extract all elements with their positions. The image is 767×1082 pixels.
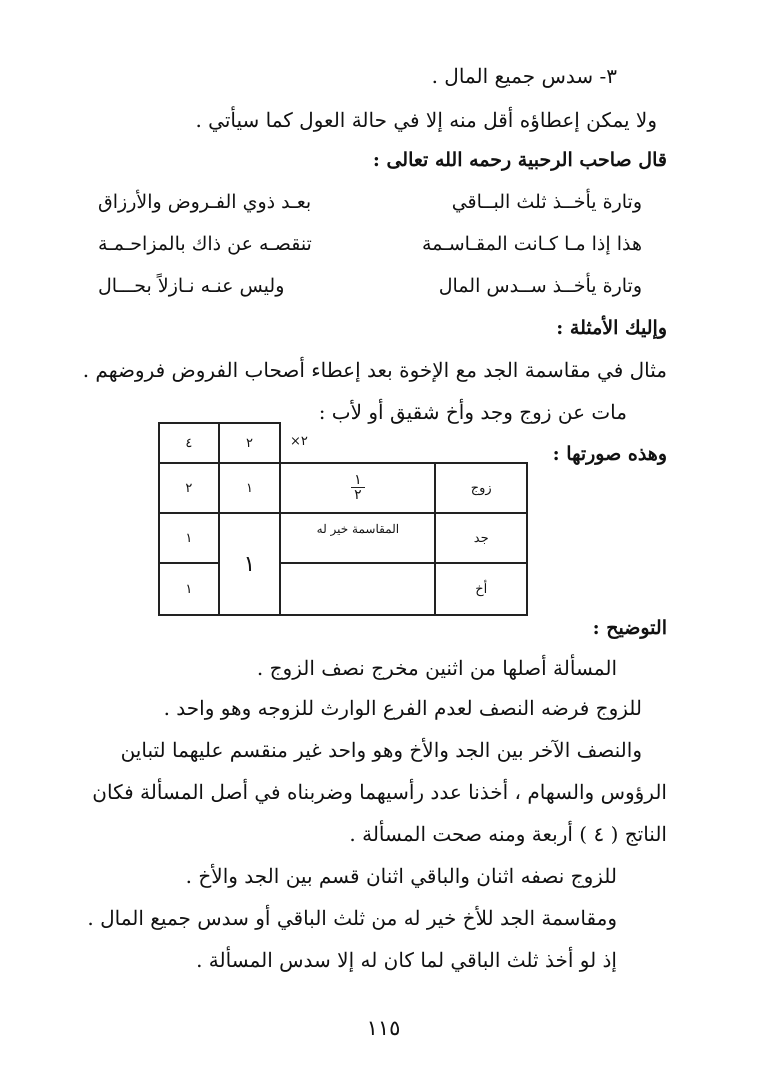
fraction-numerator: ١: [351, 473, 365, 488]
poem-verse-right: هذا إذا مـا كـانت المقـاسـمة: [421, 233, 642, 255]
poem-verse-right: وتارة يأخــذ ســدس المال: [438, 275, 642, 297]
text-line: للزوج فرضه النصف لعدم الفرع الوارث للزوجه وهو واحد .: [163, 696, 642, 720]
text-line: للزوج نصفه اثنان والباقي اثنان قسم بين الجد والأخ .: [185, 864, 617, 888]
section-heading: قال صاحب الرحبية رحمه الله تعالى :: [372, 149, 667, 171]
text-line: ومقاسمة الجد للأخ خير له من ثلث الباقي أو سدس جميع المال .: [87, 906, 617, 930]
note-cell: المقاسمة خير له: [280, 513, 435, 563]
corrected-base-cell: ٤: [159, 423, 219, 463]
text-line: الناتج ( ٤ ) أربعة ومنه صحت المسألة .: [349, 822, 667, 846]
base-cell: ٢: [219, 423, 281, 463]
base-share-cell: ١: [219, 463, 281, 513]
text-line: ولا يمكن إعطاؤه أقل منه إلا في حالة العول كما سيأتي .: [195, 108, 657, 132]
heir-cell: أخ: [435, 563, 527, 615]
note-cell: [280, 563, 435, 615]
fraction-denominator: ٢: [354, 487, 362, 503]
inheritance-table: [158, 422, 528, 616]
section-heading: التوضيح :: [592, 617, 667, 639]
page-number: ١١٥: [366, 1016, 401, 1040]
heir-cell: جد: [435, 513, 527, 563]
text-line: مات عن زوج وجد وأخ شقيق أو لأب :: [318, 400, 627, 424]
poem-verse-right: وتارة يأخــذ ثلث البــاقي: [451, 191, 642, 213]
fraction-half: [351, 473, 365, 502]
empty-cell: [435, 423, 527, 463]
section-heading: وإليك الأمثلة :: [556, 317, 667, 339]
poem-verse-left: بعـد ذوي الفـروض والأرزاق: [98, 191, 312, 213]
text-line: ٣- سدس جميع المال .: [431, 64, 617, 88]
final-share-cell: ١: [159, 513, 219, 563]
text-line: والنصف الآخر بين الجد والأخ وهو واحد غير منقسم عليهما لتباين: [120, 738, 642, 762]
text-line: المسألة أصلها من اثنين مخرج نصف الزوج .: [256, 656, 617, 680]
merged-base-share-cell: ١: [219, 513, 281, 615]
section-heading: وهذه صورتها :: [552, 443, 667, 465]
heir-cell: زوج: [435, 463, 527, 513]
final-share-cell: ٢: [159, 463, 219, 513]
final-share-cell: ١: [159, 563, 219, 615]
poem-verse-left: تنقصـه عن ذاك بالمزاحـمـة: [98, 233, 312, 255]
text-line: مثال في مقاسمة الجد مع الإخوة بعد إعطاء أصحاب الفروض فروضهم .: [82, 358, 667, 382]
empty-cell: [280, 423, 435, 463]
poem-verse-left: وليس عنـه نـازلاً بحـــال: [98, 275, 285, 297]
text-line: الرؤوس والسهام ، أخذنا عدد رأسيهما وضربناه في أصل المسألة فكان: [92, 780, 667, 804]
fraction-cell: [280, 463, 435, 513]
multiplier-label: ×٢: [290, 434, 308, 449]
text-line: إذ لو أخذ ثلث الباقي لما كان له إلا سدس المسألة .: [196, 948, 617, 972]
